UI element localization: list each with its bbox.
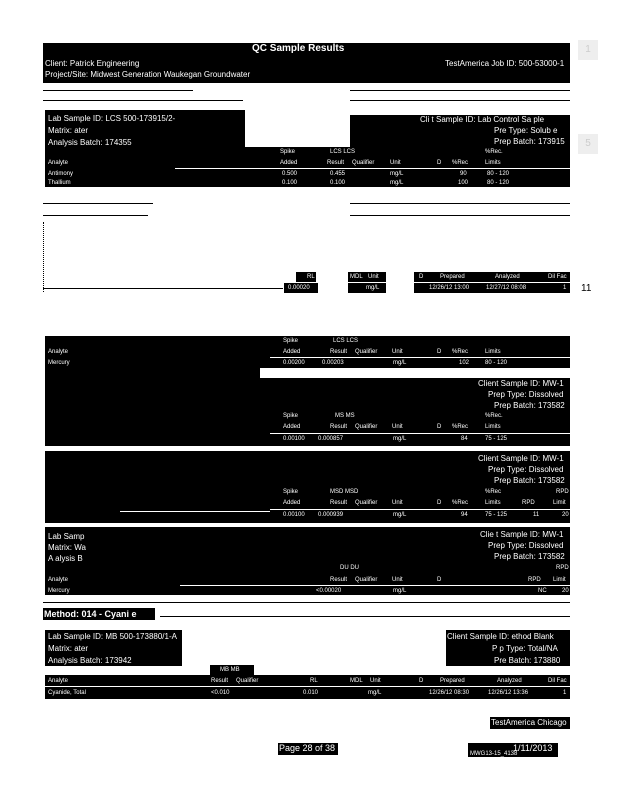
lcs2-analyte: Mercury	[48, 360, 70, 366]
msd-col-rec: %Rec	[452, 500, 469, 506]
footer-date: 1/11/2013	[513, 743, 553, 753]
lcs-header-rule	[175, 168, 570, 169]
dup-result: <0.00020	[316, 588, 342, 594]
mb-analyzed: 12/27/12 08:08	[486, 285, 527, 291]
lcs-row-unit: mg/L	[390, 171, 404, 177]
method-lab-sample-id: Lab Sample ID: MB 500-173880/1-A	[48, 632, 177, 641]
client-name: Client: Patrick Engineering	[45, 59, 140, 68]
divider	[120, 511, 270, 512]
msd-rec: 94	[461, 512, 468, 518]
method-col-mb: MB MB	[220, 667, 240, 673]
method-col-mdl: MDL	[350, 678, 363, 684]
lcs2-col-unit: Unit	[392, 349, 403, 355]
dup-unit: mg/L	[393, 588, 407, 594]
lcs-col-lcs: LCS LCS	[330, 149, 356, 155]
lcs-col-unit: Unit	[390, 160, 401, 166]
page-title: QC Sample Results	[252, 43, 345, 54]
lcs-row-analyte: Antimony	[48, 171, 74, 177]
msd-rpd-limit: 20	[562, 512, 569, 518]
ms-added: 0.00100	[283, 436, 305, 442]
divider	[350, 100, 570, 101]
page-number: Page 28 of 38	[279, 743, 336, 753]
dup-rpd: NC	[538, 588, 547, 594]
mb-col-analyzed: Analyzed	[495, 274, 520, 280]
ms-prep-type: Prep Type: Dissolved	[488, 390, 564, 399]
method-matrix: Matrix: ater	[48, 644, 89, 653]
msd-result: 0.000939	[318, 512, 344, 518]
lcs-prep-batch: Prep Batch: 173915	[494, 137, 565, 146]
ms-header-rule	[270, 433, 570, 434]
lcs-client-sample-id: Cli t Sample ID: Lab Control Sa ple	[420, 115, 545, 124]
divider	[43, 288, 283, 289]
divider	[43, 203, 153, 204]
method-analyzed: 12/26/12 13:36	[488, 690, 529, 696]
method-rl: 0.010	[303, 690, 319, 696]
dup-col-result: Result	[330, 577, 348, 583]
method-col-result: Result	[211, 678, 229, 684]
section-tab-11: 11	[581, 283, 592, 294]
ms-result: 0.000857	[318, 436, 344, 442]
ms-col-limits: Limits	[485, 424, 501, 430]
lcs-matrix: Matrix: ater	[48, 126, 89, 135]
divider	[350, 215, 570, 216]
ms-col-spike: Spike	[283, 413, 299, 419]
dup-col-rpd: RPD	[528, 577, 541, 583]
margin-dots	[43, 222, 45, 292]
dup-col-d: D	[437, 577, 442, 583]
msd-col-msd: MSD MSD	[330, 489, 359, 495]
msd-col-rpd: RPD	[522, 500, 535, 506]
ms-client-sample-id: Client Sample ID: MW-1	[478, 379, 564, 388]
mb-rl: 0.00020	[288, 285, 310, 291]
ms-col-ms: MS MS	[335, 413, 355, 419]
msd-col-rpd-top: RPD	[556, 489, 569, 495]
method-col-analyzed: Analyzed	[497, 678, 522, 684]
msd-unit: mg/L	[393, 512, 407, 518]
lcs-lab-sample-id: Lab Sample ID: LCS 500-173915/2-	[48, 114, 176, 123]
method-analysis-batch: Analysis Batch: 173942	[48, 656, 132, 665]
lcs2-col-result: Result	[330, 349, 348, 355]
method-prep-batch: Pre Batch: 173880	[494, 656, 561, 665]
lcs-row-rec: 100	[458, 180, 469, 186]
lcs-col-qualifier: Qualifier	[352, 160, 375, 166]
msd-col-limit: Limit	[553, 500, 566, 506]
msd-col-unit: Unit	[392, 500, 403, 506]
lcs-row-rec: 90	[460, 171, 467, 177]
section-tab-5: 5	[578, 134, 598, 154]
mb-col-d: D	[419, 274, 424, 280]
divider	[43, 90, 193, 91]
lcs-col-spike: Spike	[280, 149, 296, 155]
divider	[160, 616, 570, 617]
divider	[43, 100, 243, 101]
footer-code: MWG13-15_4138	[470, 751, 518, 757]
mb-col-dilfac: Dil Fac	[548, 274, 567, 280]
ms-col-qualifier: Qualifier	[355, 424, 378, 430]
dup-limit: 20	[562, 588, 569, 594]
lcs-row-result: 0.100	[330, 180, 346, 186]
method-col-qualifier: Qualifier	[236, 678, 259, 684]
lcs2-col-rec: %Rec	[452, 349, 469, 355]
lcs-col-limits: Limits	[485, 160, 501, 166]
method-prepared: 12/26/12 08:30	[429, 690, 470, 696]
method-unit: mg/L	[368, 690, 382, 696]
method-col-prepared: Prepared	[440, 678, 465, 684]
footer-company: TestAmerica Chicago	[491, 718, 567, 727]
section-tab-1: 1	[578, 40, 598, 60]
msd-prep-type: Prep Type: Dissolved	[488, 465, 564, 474]
dup-col-du: DU DU	[340, 565, 359, 571]
mb-header-cell	[414, 272, 570, 282]
divider	[43, 602, 570, 603]
method-col-rl: RL	[310, 678, 318, 684]
dup-analyte: Mercury	[48, 588, 70, 594]
divider	[350, 90, 570, 91]
mb-col-mdl: MDL	[350, 274, 363, 280]
mb-prepared: 12/26/12 13:00	[429, 285, 470, 291]
ms-rec: 84	[461, 436, 468, 442]
lcs2-col-analyte: Analyte	[48, 349, 69, 355]
lcs2-col-d: D	[437, 349, 442, 355]
msd-col-limits: Limits	[485, 500, 501, 506]
lcs-row-added: 0.500	[282, 171, 298, 177]
dup-col-qualifier: Qualifier	[355, 577, 378, 583]
project-site: Project/Site: Midwest Generation Waukegan Groundwater	[45, 70, 251, 79]
dup-client-sample-id: Clie t Sample ID: MW-1	[480, 530, 564, 539]
msd-rpd: 11	[533, 512, 540, 518]
lcs2-header-rule	[270, 357, 570, 358]
divider	[350, 203, 570, 204]
method-dilfac: 1	[563, 690, 567, 696]
lcs2-rec: 102	[459, 360, 470, 366]
dup-matrix: Matrix: Wa	[48, 543, 86, 552]
method-client-sample-id: Client Sample ID: ethod Blank	[447, 632, 554, 641]
method-prep-type: P p Type: Total/NA	[492, 644, 558, 653]
lcs-row-limits: 80 - 120	[487, 180, 510, 186]
mb-col-unit: Unit	[368, 274, 379, 280]
method-col-dilfac: Dil Fac	[548, 678, 567, 684]
lcs-row-analyte: Thallium	[48, 180, 71, 186]
ms-limits: 75 - 125	[485, 436, 508, 442]
lcs2-limits: 80 - 120	[485, 360, 508, 366]
method-col-d: D	[419, 678, 424, 684]
ms-unit: mg/L	[393, 436, 407, 442]
mb-col-prepared: Prepared	[440, 274, 465, 280]
divider	[43, 215, 148, 216]
lcs-prep-type: Pre Type: Solub e	[494, 126, 558, 135]
ms-prep-batch: Prep Batch: 173582	[494, 401, 565, 410]
msd-added: 0.00100	[283, 512, 305, 518]
method-col-analyte: Analyte	[48, 678, 69, 684]
msd-col-d: D	[437, 500, 442, 506]
dup-prep-batch: Prep Batch: 173582	[494, 552, 565, 561]
dup-col-limit: Limit	[553, 577, 566, 583]
dup-analysis-batch: A alysis B	[48, 554, 83, 563]
lcs-analysis-batch: Analysis Batch: 174355	[48, 138, 132, 147]
ms-col-rec: %Rec	[452, 424, 469, 430]
lcs-row-added: 0.100	[282, 180, 298, 186]
lcs-col-added: Added	[280, 160, 298, 166]
dup-col-unit: Unit	[392, 577, 403, 583]
lcs-col-analyte: Analyte	[48, 160, 69, 166]
lcs-col-result: Result	[327, 160, 345, 166]
ms-col-unit: Unit	[392, 424, 403, 430]
lcs-col-rec2: %Rec.	[485, 149, 503, 155]
method-result: <0.010	[211, 690, 230, 696]
method-col-unit: Unit	[370, 678, 381, 684]
msd-col-spike: Spike	[283, 489, 299, 495]
mb-unit: mg/L	[366, 285, 380, 291]
mb-col-rl: RL	[307, 274, 315, 280]
ms-col-result: Result	[330, 424, 348, 430]
mb-dilfac: 1	[563, 285, 567, 291]
ms-col-added: Added	[283, 424, 301, 430]
msd-header-rule	[270, 509, 570, 510]
msd-prep-batch: Prep Batch: 173582	[494, 476, 565, 485]
lcs-col-rec: %Rec	[452, 160, 469, 166]
lcs-row-result: 0.455	[330, 171, 346, 177]
msd-col-rec2: %Rec	[485, 489, 502, 495]
lcs-row-limits: 80 - 120	[487, 171, 510, 177]
method-analyte: Cyanide, Total	[48, 690, 86, 696]
lcs2-unit: mg/L	[393, 360, 407, 366]
ms-col-d: D	[437, 424, 442, 430]
msd-limits: 75 - 125	[485, 512, 508, 518]
dup-header-rule	[180, 585, 570, 586]
msd-col-qualifier: Qualifier	[355, 500, 378, 506]
ms-col-rec2: %Rec.	[485, 413, 503, 419]
dup-col-analyte: Analyte	[48, 577, 69, 583]
lcs2-col-limits: Limits	[485, 349, 501, 355]
lcs2-col-lcs: LCS LCS	[333, 338, 359, 344]
lcs-col-d: D	[437, 160, 442, 166]
dup-col-rpd-top: RPD	[556, 565, 569, 571]
msd-col-result: Result	[330, 500, 348, 506]
dup-lab-sample-id: Lab Samp	[48, 532, 85, 541]
job-id: TestAmerica Job ID: 500-53000-1	[445, 59, 565, 68]
msd-client-sample-id: Client Sample ID: MW-1	[478, 454, 564, 463]
lcs-row-unit: mg/L	[390, 180, 404, 186]
method-label: Method: 014 - Cyani e	[44, 609, 137, 619]
lcs2-added: 0.00200	[283, 360, 305, 366]
lcs2-result: 0.00203	[322, 360, 344, 366]
lcs2-col-qualifier: Qualifier	[355, 349, 378, 355]
msd-col-added: Added	[283, 500, 301, 506]
lcs2-col-added: Added	[283, 349, 301, 355]
dup-prep-type: Prep Type: Dissolved	[488, 541, 564, 550]
lcs2-col-spike: Spike	[283, 338, 299, 344]
